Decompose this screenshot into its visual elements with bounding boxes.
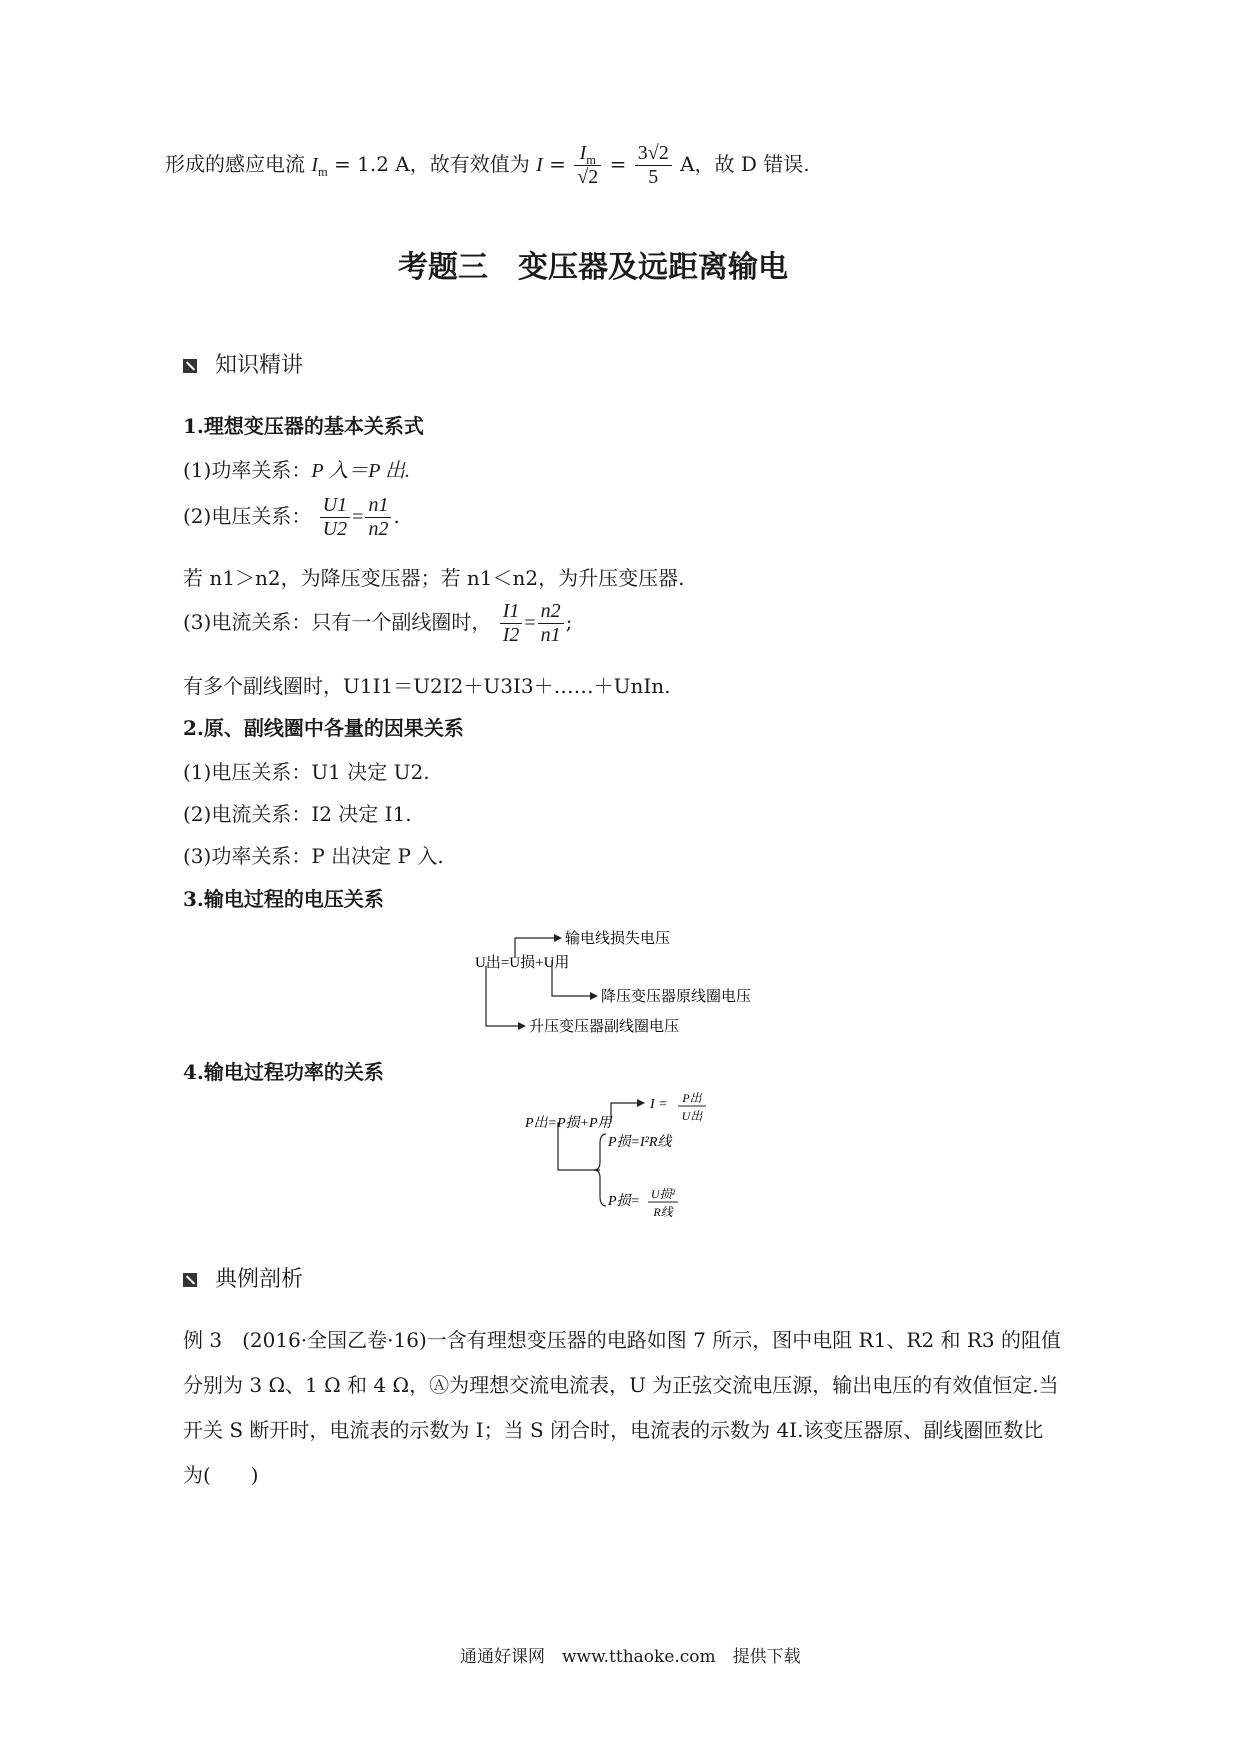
item-current: (3)电流关系：只有一个副线圈时， $\frac{I1}{I2}$ = $\frac{n2}{n1}$ ; [183, 600, 573, 646]
fraction-n1-n2: $\frac{n1}{n2}$ [365, 494, 391, 541]
equals: = [609, 152, 627, 176]
equals: = [549, 152, 566, 176]
fraction-i1-i2: $\frac{I1}{I2}$ [500, 600, 523, 647]
diagram1-center: U出=U损+U用 [475, 955, 570, 971]
i-symbol: I [536, 154, 543, 176]
diagram2-branch-top-line [611, 1103, 637, 1122]
item-cause-power: (3)功率关系：P 出决定 P 入. [183, 844, 444, 868]
item-cause-current: (2)电流关系：I2 决定 I1. [183, 802, 412, 826]
diagram2-center: P出=P损+P用 [525, 1116, 612, 1131]
top-line-text-1: 形成的感应电流 [165, 152, 305, 176]
example-label: 例 3 [183, 1328, 223, 1352]
section-marker-icon [183, 359, 197, 373]
diagram2-bot-lhs: P损= [608, 1194, 640, 1209]
item-multi-coil: 有多个副线圈时，U1I1＝U2I2＋U3I3＋……＋UnIn. [183, 674, 671, 698]
power-relation-diagram [520, 1092, 760, 1222]
page-footer: 通通好课网 www.tthaoke.com 提供下载 [460, 1647, 801, 1667]
diagram1-branch-bot: 升压变压器副线圈电压 [529, 1017, 680, 1035]
item-power: (1)功率关系：P 入＝P 出. [183, 458, 411, 482]
heading-4: 4.输电过程功率的关系 [183, 1060, 384, 1084]
fraction-im-over-root2: $\frac{I_m}{√2}$ [574, 142, 601, 189]
section-marker-icon [183, 1273, 197, 1287]
fraction-u1-u2: $\frac{U1}{U2}$ [320, 494, 350, 541]
example-text: (2016·全国乙卷·16)一含有理想变压器的电路如图 7 所示，图中电阻 R1、R2 和 R3 的阻值分别为 3 Ω、1 Ω 和 4 Ω，Ⓐ为理想交流电流表，U 为正弦交流电压源，输出电压的有效值恒定.当开关 S 断开时，电流表的示数为 I；当 S 闭合时，电流表的示数为 4I.该变压器原、副线圈匝数比为( ) [183, 1328, 1061, 1487]
diagram1-arrow-mid [590, 992, 598, 1000]
im-symbol: $I_m$ [311, 154, 328, 179]
diagram1-branch-top: 输电线损失电压 [565, 929, 671, 947]
item-step-rule: 若 n1＞n2，为降压变压器；若 n1＜n2，为升压变压器. [183, 566, 685, 590]
item-voltage: (2)电压关系： $\frac{U1}{U2}$ = $\frac{n1}{n2}$ . [183, 494, 400, 540]
fraction-n2-n1: $\frac{n2}{n1}$ [538, 600, 564, 647]
diagram1-arrow-bot [518, 1022, 526, 1030]
top-line-text-2: = 1.2 A，故有效值为 [334, 152, 530, 176]
diagram1-branch-bot-line [486, 966, 518, 1026]
diagram1-branch-mid: 降压变压器原线圈电压 [601, 987, 752, 1005]
example-3 [183, 1318, 1063, 1498]
diagram2-top-lhs: I = [650, 1097, 668, 1112]
top-line [165, 142, 810, 189]
fraction-3root2-over-5: $\frac{3√2}{5}$ [635, 142, 672, 189]
diagram2-top-num: P出 [682, 1092, 702, 1105]
item-cause-voltage: (1)电压关系：U1 决定 U2. [183, 760, 430, 784]
section-label: 知识精讲 [215, 353, 304, 378]
top-line-text-3: A，故 D 错误. [680, 152, 810, 176]
diagram1-arrow-top [554, 934, 562, 942]
section-heading-examples [183, 1262, 303, 1293]
section-heading-knowledge [183, 348, 303, 379]
heading-1: 1.理想变压器的基本关系式 [183, 414, 424, 438]
heading-2: 2.原、副线圈中各量的因果关系 [183, 716, 464, 740]
diagram2-bot-den: R线 [653, 1205, 673, 1219]
section-label: 典例剖析 [215, 1267, 304, 1292]
page-title: 考题三 变压器及远距离输电 [398, 250, 788, 285]
voltage-relation-diagram [470, 920, 800, 1040]
diagram2-arrow-top [637, 1099, 645, 1107]
diagram2-mid: P损=I²R线 [608, 1135, 672, 1150]
diagram2-bot-num: U损² [650, 1187, 676, 1201]
diagram2-top-den: U出 [681, 1109, 703, 1123]
heading-3: 3.输电过程的电压关系 [183, 887, 384, 911]
